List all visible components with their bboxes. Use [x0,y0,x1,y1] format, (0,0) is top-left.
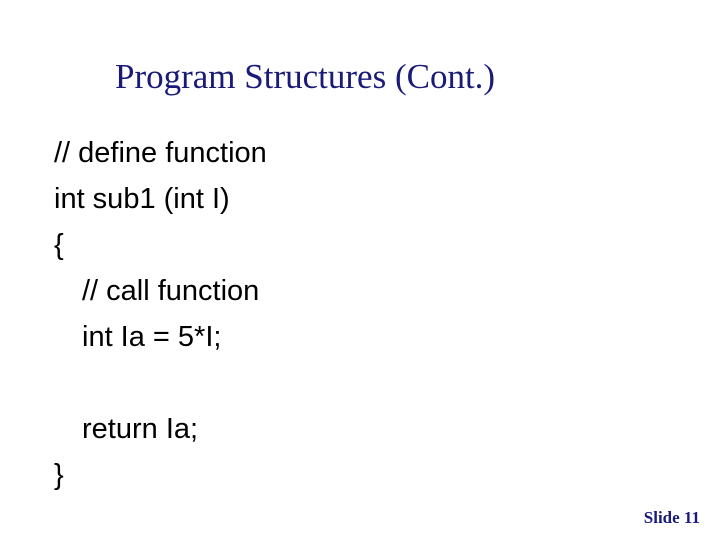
code-line-comment-define: // define function [54,137,267,169]
slide-title: Program Structures (Cont.) [115,57,496,96]
slide-number: Slide 11 [643,508,700,527]
code-line-function-signature: int sub1 (int I) [54,183,230,215]
code-line-blank [54,360,267,406]
code-line-close-brace: } [54,459,64,491]
code-line-comment-call: // call function [82,275,260,307]
code-line-assignment: int Ia = 5*I; [82,321,222,353]
code-line-return: return Ia; [82,413,199,445]
code-line-open-brace: { [54,229,64,261]
code-body [54,130,267,498]
